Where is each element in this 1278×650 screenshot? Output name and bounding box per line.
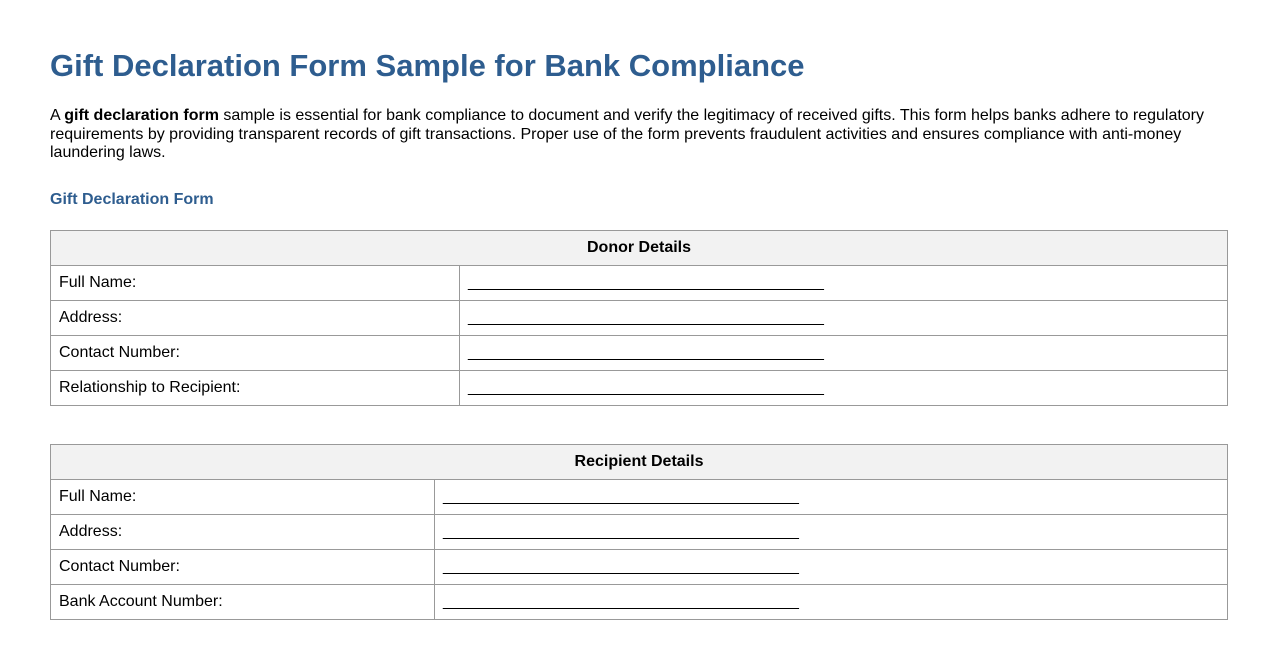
- field-label: Contact Number:: [51, 336, 460, 371]
- table-row: [51, 266, 1228, 301]
- field-label: Contact Number:: [51, 550, 435, 585]
- table-row: [51, 550, 1228, 585]
- recipient-details-table: [50, 444, 1228, 620]
- table-row: [51, 515, 1228, 550]
- table-row: [51, 480, 1228, 515]
- table-row: [51, 371, 1228, 406]
- intro-bold-term: gift declaration form: [64, 107, 219, 124]
- table-row: [51, 301, 1228, 336]
- recipient-full-name-field[interactable]: ________________________________________: [435, 480, 1228, 515]
- page-title: Gift Declaration Form Sample for Bank Compliance: [50, 48, 805, 83]
- table-row: [51, 336, 1228, 371]
- donor-full-name-field[interactable]: ________________________________________: [460, 266, 1228, 301]
- donor-details-header: Donor Details: [51, 231, 1228, 266]
- recipient-address-field[interactable]: ________________________________________: [435, 515, 1228, 550]
- donor-relationship-field[interactable]: ________________________________________: [460, 371, 1228, 406]
- field-label: Relationship to Recipient:: [51, 371, 460, 406]
- intro-text: sample is essential for bank compliance to document and verify the legitimacy of received gifts. This form helps banks adhere to regulatory requirements by providing transparent records of gift transactions. Proper use of the form prevents fraudulent activities and ensures compliance with anti-money laundering laws.: [50, 107, 1205, 161]
- recipient-contact-field[interactable]: ________________________________________: [435, 550, 1228, 585]
- field-label: Address:: [51, 515, 435, 550]
- donor-contact-field[interactable]: ________________________________________: [460, 336, 1228, 371]
- form-heading: Gift Declaration Form: [50, 191, 214, 208]
- field-label: Address:: [51, 301, 460, 336]
- field-label: Full Name:: [51, 480, 435, 515]
- table-row: [51, 585, 1228, 620]
- intro-paragraph: [50, 107, 1228, 163]
- field-label: Full Name:: [51, 266, 460, 301]
- donor-details-table: [50, 230, 1228, 406]
- intro-prefix: A: [50, 107, 65, 124]
- donor-address-field[interactable]: ________________________________________: [460, 301, 1228, 336]
- recipient-bank-account-field[interactable]: ________________________________________: [435, 585, 1228, 620]
- field-label: Bank Account Number:: [51, 585, 435, 620]
- recipient-details-header: Recipient Details: [51, 445, 1228, 480]
